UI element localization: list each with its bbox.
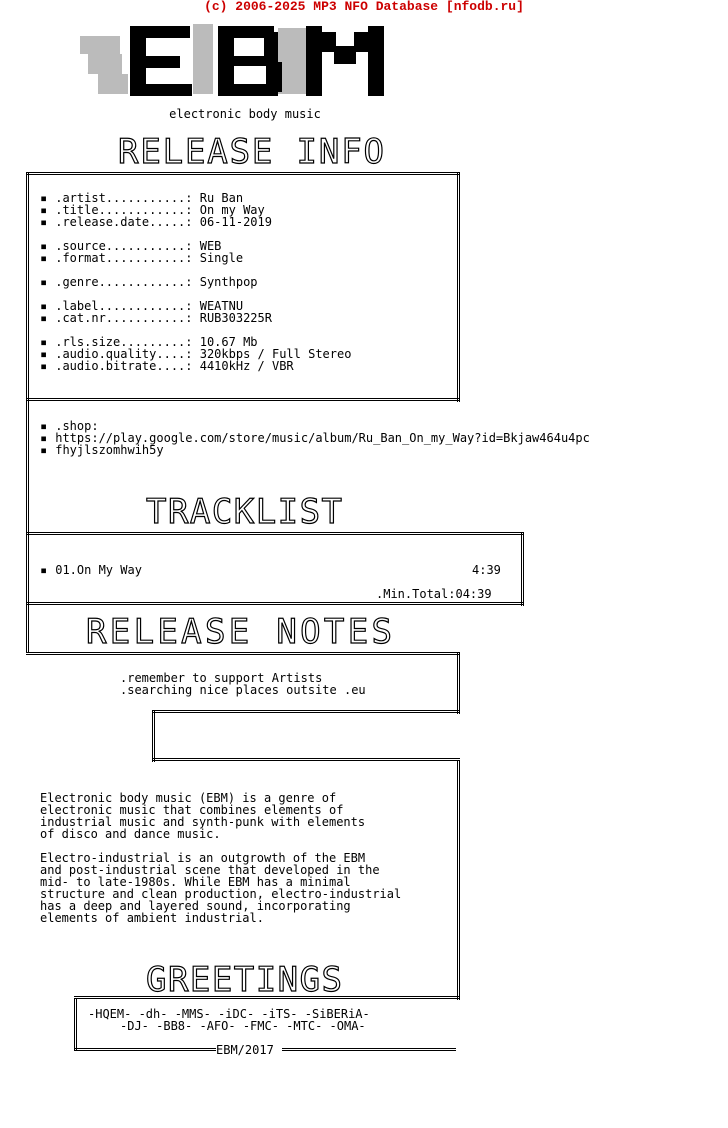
release-date-line: ▪ .release.date.....: 06-11-2019 (40, 216, 272, 228)
site-header: (c) 2006-2025 MP3 NFO Database [nfodb.ru] (204, 0, 524, 14)
cat-nr-line: ▪ .cat.nr...........: RUB303225R (40, 312, 272, 324)
greetings-heading (146, 958, 346, 998)
label-line: ▪ .label............: WEATNU (40, 300, 243, 312)
tracklist-heading (146, 490, 346, 530)
desc-p2-line: mid- to late-1980s. While EBM has a minimal (40, 875, 351, 889)
desc-p2-line: has a deep and layered sound, incorporating (40, 899, 351, 913)
track-title: ▪ 01.On My Way (40, 564, 142, 576)
notes-line-2: .searching nice places outsite .eu (120, 683, 366, 697)
svg-text:RELEASE INFO: RELEASE INFO (118, 132, 384, 170)
desc-p1-line: of disco and dance music. (40, 827, 221, 841)
greetings-line-2: -DJ- -BB8- -AFO- -FMC- -MTC- -OMA- (120, 1019, 366, 1033)
svg-text:RELEASE NOTES: RELEASE NOTES (86, 612, 392, 650)
genre-line: ▪ .genre............: Synthpop (40, 276, 258, 288)
ebm-logo-graphic (78, 18, 388, 100)
shop-label: ▪ .shop: (40, 420, 99, 432)
desc-p2-line: elements of ambient industrial. (40, 911, 264, 925)
tagline: electronic body music (169, 107, 321, 121)
desc-p2-line: Electro-industrial is an outgrowth of the EBM (40, 851, 366, 865)
track-duration: 4:39 (472, 563, 501, 577)
release-info-heading (118, 130, 388, 170)
svg-text:GREETINGS: GREETINGS (146, 960, 342, 998)
rls-size-line: ▪ .rls.size.........: 10.67 Mb (40, 336, 258, 348)
shop-id: ▪ fhyjlszomhwih5y (40, 444, 164, 456)
shop-url[interactable]: ▪ https://play.google.com/store/music/album/Ru_Ban_On_my_Way?id=Bkjaw464u4pc (40, 432, 590, 444)
desc-p1-line: electronic music that combines elements of (40, 803, 344, 817)
footer-text: EBM/2017 (216, 1043, 274, 1057)
greetings-line-1: -HQEM- -dh- -MMS- -iDC- -iTS- -SiBERiA- (88, 1007, 370, 1021)
format-line: ▪ .format...........: Single (40, 252, 243, 264)
title-line: ▪ .title............: On my Way (40, 204, 265, 216)
ebm-logo (78, 18, 388, 100)
svg-text:TRACKLIST: TRACKLIST (146, 492, 342, 530)
notes-line-1: .remember to support Artists (120, 671, 323, 685)
desc-p2-line: structure and clean production, electro-industrial (40, 887, 402, 901)
audio-quality-line: ▪ .audio.quality....: 320kbps / Full Stereo (40, 348, 351, 360)
desc-p1-line: industrial music and synth-punk with elements (40, 815, 366, 829)
total-duration: .Min.Total:04:39 (376, 587, 492, 601)
desc-p2-line: and post-industrial scene that developed in the (40, 863, 380, 877)
source-line: ▪ .source...........: WEB (40, 240, 221, 252)
desc-p1-line: Electronic body music (EBM) is a genre of (40, 791, 337, 805)
release-notes-heading (86, 610, 396, 650)
artist-line: ▪ .artist...........: Ru Ban (40, 192, 243, 204)
audio-bitrate-line: ▪ .audio.bitrate....: 4410kHz / VBR (40, 360, 294, 372)
